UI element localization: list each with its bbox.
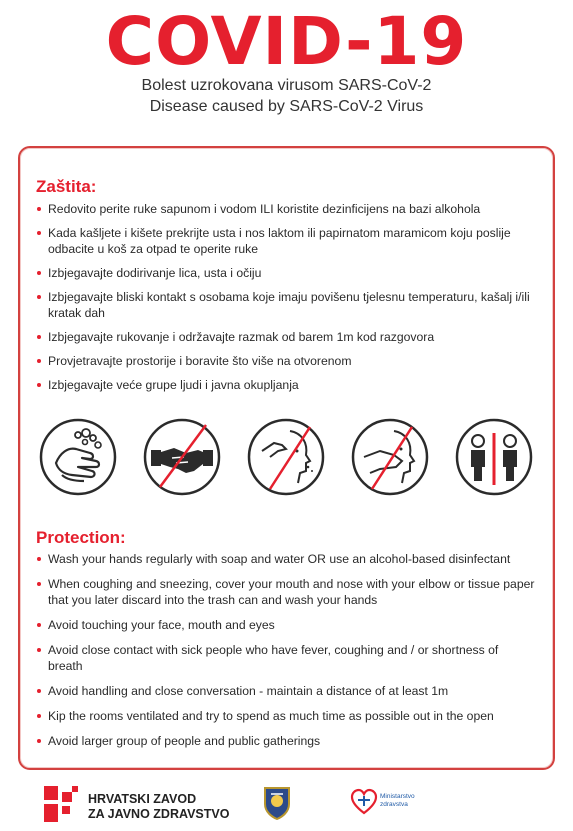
keep-distance-icon: [454, 417, 534, 497]
no-face-touching-icon: [246, 417, 326, 497]
hand-washing-icon: [38, 417, 118, 497]
list-item: Redovito perite ruke sapunom i vodom ILI koristite dezinficijens na bazi alkohola: [36, 201, 536, 217]
ministry-of-health-logo-icon: [350, 788, 378, 816]
protection-list-english: [36, 551, 536, 749]
hzjz-logo-icon: [44, 786, 80, 822]
ministry-name-line1: Ministarstvo: [380, 793, 415, 800]
subtitle-english: Disease caused by SARS-CoV-2 Virus: [149, 98, 424, 115]
list-item: Izbjegavajte bliski kontakt s osobama koje imaju povišenu tjelesnu temperaturu, kašalj i/ili kratak dah: [36, 289, 536, 321]
list-item: Provjetravajte prostorije i boravite što više na otvorenom: [36, 353, 536, 369]
no-handshake-icon: [142, 417, 222, 497]
pictogram-row: [38, 417, 538, 499]
hzjz-name-line2: ZA JAVNO ZDRAVSTVO: [88, 807, 230, 821]
list-item: Izbjegavajte rukovanje i održavajte razmak od barem 1m kod razgovora: [36, 329, 536, 345]
protection-list-croatian: [36, 201, 536, 393]
section-heading-english: Protection:: [36, 528, 126, 547]
list-item: Kada kašljete i kišete prekrijte usta i nos laktom ili papirnatom maramicom koju poslije odbacite u koš za otpad te operite ruke: [36, 225, 536, 257]
ministry-name-line2: zdravstva: [380, 801, 408, 808]
list-item: Avoid close contact with sick people who have fever, coughing and / or shortness of breath: [36, 642, 536, 674]
civil-protection-emblem-icon: [262, 784, 292, 820]
section-heading-croatian: Zaštita:: [36, 177, 97, 196]
list-item: Kip the rooms ventilated and try to spend as much time as possible out in the open: [36, 708, 536, 724]
list-item: Izbjegavajte dodirivanje lica, usta i očiju: [36, 265, 536, 281]
subtitle-croatian: Bolest uzrokovana virusom SARS-CoV-2: [141, 77, 432, 94]
list-item: Avoid touching your face, mouth and eyes: [36, 617, 536, 633]
ministry-name: [380, 793, 415, 809]
hzjz-name-line1: HRVATSKI ZAVOD: [88, 792, 197, 806]
page-title: COVID-19: [105, 3, 468, 80]
cover-cough-icon: [350, 417, 430, 497]
list-item: When coughing and sneezing, cover your mouth and nose with your elbow or tissue paper that you later discard into the trash can and wash your hands: [36, 576, 536, 608]
list-item: Izbjegavajte veće grupe ljudi i javna okupljanja: [36, 377, 536, 393]
list-item: Avoid handling and close conversation - maintain a distance of at least 1m: [36, 683, 536, 699]
list-item: Wash your hands regularly with soap and water OR use an alcohol-based disinfectant: [36, 551, 536, 567]
hzjz-name: [88, 792, 229, 822]
list-item: Avoid larger group of people and public gatherings: [36, 733, 536, 749]
